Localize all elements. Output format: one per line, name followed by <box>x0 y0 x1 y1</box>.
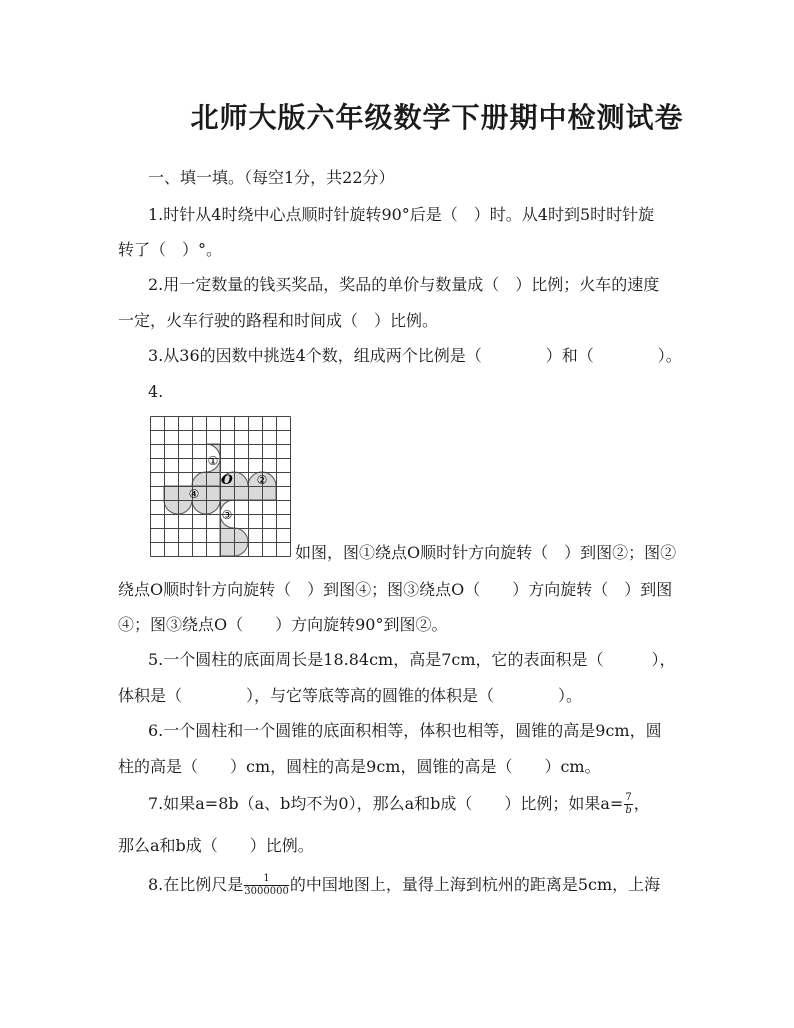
question-7-line-2: 那么a和b成（ ）比例。 <box>118 836 314 855</box>
question-7-text-b: ， <box>633 794 650 813</box>
figure-label-3: ③ <box>221 508 233 522</box>
question-5-line-1: 5.一个圆柱的底面周长是18.84cm，高是7cm，它的表面积是（ ）， <box>148 650 676 669</box>
question-4-line-2: 绕点O顺时针方向旋转（ ）到图④；图③绕点O（ ）方向旋转（ ）到图 <box>118 580 673 599</box>
page-title: 北师大版六年级数学下册期中检测试卷 <box>190 101 684 134</box>
question-4-line-3: ④；图③绕点O（ ）方向旋转90°到图②。 <box>118 615 448 634</box>
figure-label-1: ① <box>207 454 219 468</box>
question-6-line-1: 6.一个圆柱和一个圆锥的底面积相等，体积也相等，圆锥的高是9cm，圆 <box>148 721 662 740</box>
fraction-numerator: 1 <box>244 874 289 886</box>
question-1-line-2: 转了（ ）°。 <box>118 240 223 259</box>
fraction-denominator: 3000000 <box>244 886 289 897</box>
question-8-text-a: 8.在比例尺是 <box>148 875 244 894</box>
question-1-line-1: 1.时针从4时绕中心点顺时针旋转90°后是（ ）时。从4时到5时时针旋 <box>148 205 655 224</box>
figure-label-4: ④ <box>188 487 200 501</box>
question-5-line-2: 体积是（ ），与它等底等高的圆锥的体积是（ ）。 <box>118 686 583 705</box>
rotation-grid-figure <box>150 416 292 558</box>
question-3-line-1: 3.从36的因数中挑选4个数，组成两个比例是（ ）和（ ）。 <box>148 346 682 365</box>
question-2-line-2: 一定，火车行驶的路程和时间成（ ）比例。 <box>118 311 439 330</box>
question-8-text-b: 的中国地图上，量得上海到杭州的距离是5cm，上海 <box>289 875 661 894</box>
question-7-line-1 <box>148 793 650 816</box>
fraction-denominator: b <box>625 805 632 816</box>
section-heading: 一、填一填。（每空1分，共22分） <box>148 168 395 187</box>
fraction-7-over-b <box>624 793 632 816</box>
question-4-line-1: 如图，图①绕点O顺时针方向旋转（ ）到图②；图② <box>295 543 677 562</box>
rotation-center-label: O <box>221 473 233 488</box>
fraction-numerator: 7 <box>625 792 632 803</box>
question-8-line-1 <box>148 874 660 897</box>
fraction-scale <box>244 874 289 897</box>
question-2-line-1: 2.用一定数量的钱买奖品，奖品的单价与数量成（ ）比例；火车的速度 <box>148 275 660 294</box>
question-4-number: 4. <box>148 382 164 401</box>
question-6-line-2: 柱的高是（ ）cm，圆柱的高是9cm，圆锥的高是（ ）cm。 <box>118 757 601 776</box>
question-7-text-a: 7.如果a=8b（a、b均不为0），那么a和b成（ ）比例；如果a= <box>148 794 624 813</box>
figure-label-2: ② <box>256 473 268 487</box>
